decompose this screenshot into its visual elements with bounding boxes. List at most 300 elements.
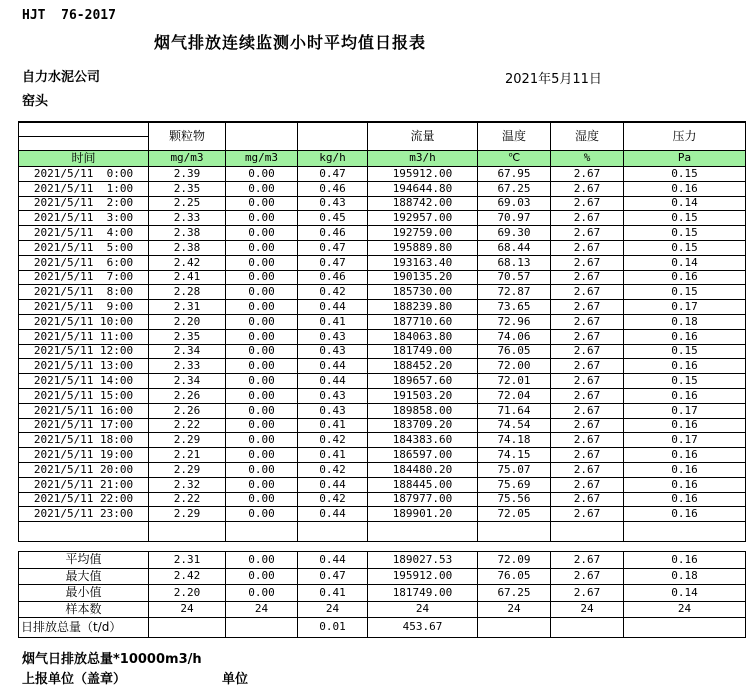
value-cell: 0.00 (226, 374, 298, 389)
value-cell: 2.67 (551, 344, 624, 359)
summary-value-cell (226, 618, 298, 638)
summary-table-body (19, 552, 746, 638)
value-cell: 0.15 (624, 240, 746, 255)
value-cell: 0.16 (624, 507, 746, 522)
time-cell: 2021/5/11 6:00 (19, 255, 149, 270)
table-row (19, 418, 746, 433)
value-cell: 188239.80 (368, 300, 478, 315)
value-cell: 0.00 (226, 388, 298, 403)
time-cell: 2021/5/11 4:00 (19, 226, 149, 241)
unit-mg-m3-b: mg/m3 (226, 151, 298, 167)
value-cell: 72.96 (478, 314, 551, 329)
summary-value-cell: 2.67 (551, 552, 624, 569)
value-cell: 184480.20 (368, 462, 478, 477)
value-cell: 0.16 (624, 477, 746, 492)
group-header-temperature: 温度 (478, 122, 551, 151)
value-cell: 2.39 (149, 167, 226, 182)
value-cell: 70.97 (478, 211, 551, 226)
value-cell: 2.67 (551, 507, 624, 522)
value-cell: 0.00 (226, 344, 298, 359)
value-cell: 2.42 (149, 255, 226, 270)
group-header-time-bottom (19, 137, 149, 151)
value-cell: 0.00 (226, 300, 298, 315)
value-cell: 2.67 (551, 270, 624, 285)
time-cell: 2021/5/11 10:00 (19, 314, 149, 329)
value-cell: 0.00 (226, 448, 298, 463)
value-cell: 0.47 (298, 240, 368, 255)
summary-value-cell: 2.31 (149, 552, 226, 569)
value-cell: 0.00 (226, 226, 298, 241)
empty-cell (551, 522, 624, 542)
summary-label-cell: 样本数 (19, 601, 149, 618)
summary-value-cell: 2.42 (149, 568, 226, 585)
group-header-flow: 流量 (368, 122, 478, 151)
unit-celsius: ℃ (478, 151, 551, 167)
summary-value-cell: 24 (298, 601, 368, 618)
table-row (19, 211, 746, 226)
time-cell: 2021/5/11 8:00 (19, 285, 149, 300)
time-cell: 2021/5/11 1:00 (19, 181, 149, 196)
value-cell: 76.05 (478, 344, 551, 359)
summary-value-cell: 0.18 (624, 568, 746, 585)
value-cell: 0.43 (298, 196, 368, 211)
value-cell: 2.20 (149, 314, 226, 329)
time-cell: 2021/5/11 21:00 (19, 477, 149, 492)
summary-value-cell: 0.00 (226, 585, 298, 602)
summary-label-cell: 日排放总量（t/d） (19, 618, 149, 638)
value-cell: 2.41 (149, 270, 226, 285)
value-cell: 195912.00 (368, 167, 478, 182)
value-cell: 184063.80 (368, 329, 478, 344)
summary-value-cell: 0.00 (226, 568, 298, 585)
table-row (19, 492, 746, 507)
value-cell: 2.67 (551, 477, 624, 492)
value-cell: 2.67 (551, 314, 624, 329)
unit-label: 单位 (222, 672, 249, 687)
value-cell: 68.44 (478, 240, 551, 255)
value-cell: 0.00 (226, 403, 298, 418)
value-cell: 0.16 (624, 448, 746, 463)
value-cell: 2.67 (551, 418, 624, 433)
value-cell: 2.33 (149, 359, 226, 374)
value-cell: 0.16 (624, 388, 746, 403)
time-cell: 2021/5/11 15:00 (19, 388, 149, 403)
value-cell: 186597.00 (368, 448, 478, 463)
value-cell: 192759.00 (368, 226, 478, 241)
summary-value-cell: 189027.53 (368, 552, 478, 569)
summary-value-cell: 2.20 (149, 585, 226, 602)
value-cell: 75.69 (478, 477, 551, 492)
value-cell: 2.21 (149, 448, 226, 463)
value-cell: 0.45 (298, 211, 368, 226)
value-cell: 181749.00 (368, 344, 478, 359)
value-cell: 0.17 (624, 300, 746, 315)
empty-cell (19, 522, 149, 542)
time-cell: 2021/5/11 16:00 (19, 403, 149, 418)
value-cell: 0.18 (624, 314, 746, 329)
value-cell: 0.42 (298, 492, 368, 507)
value-cell: 73.65 (478, 300, 551, 315)
value-cell: 188445.00 (368, 477, 478, 492)
summary-value-cell: 0.47 (298, 568, 368, 585)
value-cell: 67.95 (478, 167, 551, 182)
value-cell: 0.44 (298, 359, 368, 374)
value-cell: 193163.40 (368, 255, 478, 270)
value-cell: 0.16 (624, 270, 746, 285)
unit-kg-h: kg/h (298, 151, 368, 167)
value-cell: 0.44 (298, 300, 368, 315)
value-cell: 0.00 (226, 255, 298, 270)
value-cell: 2.67 (551, 211, 624, 226)
value-cell: 68.13 (478, 255, 551, 270)
value-cell: 0.44 (298, 507, 368, 522)
value-cell: 0.15 (624, 374, 746, 389)
value-cell: 0.00 (226, 462, 298, 477)
summary-value-cell: 76.05 (478, 568, 551, 585)
table-row (19, 181, 746, 196)
value-cell: 191503.20 (368, 388, 478, 403)
summary-value-cell (478, 618, 551, 638)
table-row (19, 448, 746, 463)
value-cell: 0.14 (624, 255, 746, 270)
summary-value-cell: 24 (368, 601, 478, 618)
value-cell: 183709.20 (368, 418, 478, 433)
value-cell: 69.30 (478, 226, 551, 241)
table-row (19, 255, 746, 270)
value-cell: 0.42 (298, 462, 368, 477)
value-cell: 0.44 (298, 374, 368, 389)
value-cell: 188742.00 (368, 196, 478, 211)
summary-value-cell: 0.00 (226, 552, 298, 569)
value-cell: 2.67 (551, 403, 624, 418)
value-cell: 2.29 (149, 507, 226, 522)
table-row (19, 374, 746, 389)
time-cell: 2021/5/11 19:00 (19, 448, 149, 463)
value-cell: 185730.00 (368, 285, 478, 300)
time-cell: 2021/5/11 14:00 (19, 374, 149, 389)
report-table-body (19, 167, 746, 542)
value-cell: 2.38 (149, 240, 226, 255)
table-row (19, 167, 746, 182)
value-cell: 72.01 (478, 374, 551, 389)
value-cell: 0.47 (298, 255, 368, 270)
table-row (19, 196, 746, 211)
time-cell: 2021/5/11 11:00 (19, 329, 149, 344)
time-cell: 2021/5/11 13:00 (19, 359, 149, 374)
summary-label-cell: 最小值 (19, 585, 149, 602)
table-row (19, 433, 746, 448)
unit-m3-h: m3/h (368, 151, 478, 167)
time-cell: 2021/5/11 12:00 (19, 344, 149, 359)
summary-value-cell: 0.16 (624, 552, 746, 569)
table-row (19, 285, 746, 300)
value-cell: 2.35 (149, 329, 226, 344)
value-cell: 2.67 (551, 196, 624, 211)
value-cell: 0.00 (226, 359, 298, 374)
empty-cell (478, 522, 551, 542)
company-name: 自力水泥公司 (22, 70, 101, 85)
value-cell: 2.67 (551, 329, 624, 344)
summary-row (19, 618, 746, 638)
value-cell: 2.38 (149, 226, 226, 241)
value-cell: 2.32 (149, 477, 226, 492)
value-cell: 2.28 (149, 285, 226, 300)
empty-row (19, 522, 746, 542)
value-cell: 187977.00 (368, 492, 478, 507)
value-cell: 75.07 (478, 462, 551, 477)
summary-value-cell: 2.67 (551, 585, 624, 602)
summary-value-cell: 2.67 (551, 568, 624, 585)
summary-value-cell (551, 618, 624, 638)
value-cell: 2.22 (149, 418, 226, 433)
value-cell: 0.16 (624, 329, 746, 344)
summary-row (19, 601, 746, 618)
time-cell: 2021/5/11 0:00 (19, 167, 149, 182)
group-header-humidity: 湿度 (551, 122, 624, 151)
time-cell: 2021/5/11 5:00 (19, 240, 149, 255)
empty-cell (624, 522, 746, 542)
summary-value-cell: 24 (226, 601, 298, 618)
time-cell: 2021/5/11 9:00 (19, 300, 149, 315)
value-cell: 2.35 (149, 181, 226, 196)
value-cell: 0.43 (298, 329, 368, 344)
value-cell: 0.00 (226, 433, 298, 448)
value-cell: 74.06 (478, 329, 551, 344)
monitoring-point: 窑头 (22, 94, 49, 109)
value-cell: 195889.80 (368, 240, 478, 255)
value-cell: 189858.00 (368, 403, 478, 418)
group-header-row (19, 122, 746, 137)
group-header-blank-1 (226, 122, 298, 151)
value-cell: 2.67 (551, 462, 624, 477)
value-cell: 0.17 (624, 433, 746, 448)
value-cell: 75.56 (478, 492, 551, 507)
summary-value-cell: 0.44 (298, 552, 368, 569)
value-cell: 0.15 (624, 344, 746, 359)
value-cell: 72.04 (478, 388, 551, 403)
value-cell: 70.57 (478, 270, 551, 285)
value-cell: 2.67 (551, 240, 624, 255)
value-cell: 72.87 (478, 285, 551, 300)
value-cell: 2.26 (149, 388, 226, 403)
time-cell: 2021/5/11 20:00 (19, 462, 149, 477)
value-cell: 0.41 (298, 418, 368, 433)
value-cell: 189657.60 (368, 374, 478, 389)
value-cell: 194644.80 (368, 181, 478, 196)
summary-value-cell: 24 (478, 601, 551, 618)
value-cell: 2.67 (551, 255, 624, 270)
value-cell: 0.15 (624, 226, 746, 241)
value-cell: 0.00 (226, 240, 298, 255)
summary-value-cell: 72.09 (478, 552, 551, 569)
report-date: 2021年5月11日 (505, 72, 602, 87)
table-row (19, 344, 746, 359)
value-cell: 2.67 (551, 226, 624, 241)
summary-value-cell: 0.41 (298, 585, 368, 602)
value-cell: 0.16 (624, 418, 746, 433)
time-cell: 2021/5/11 22:00 (19, 492, 149, 507)
value-cell: 0.16 (624, 462, 746, 477)
value-cell: 2.67 (551, 448, 624, 463)
value-cell: 2.67 (551, 492, 624, 507)
value-cell: 2.29 (149, 462, 226, 477)
value-cell: 0.00 (226, 196, 298, 211)
group-header-time-top (19, 122, 149, 137)
empty-cell (298, 522, 368, 542)
value-cell: 190135.20 (368, 270, 478, 285)
value-cell: 2.67 (551, 388, 624, 403)
value-cell: 0.15 (624, 167, 746, 182)
table-row (19, 226, 746, 241)
value-cell: 0.16 (624, 492, 746, 507)
value-cell: 192957.00 (368, 211, 478, 226)
summary-value-cell (149, 618, 226, 638)
summary-label-cell: 平均值 (19, 552, 149, 569)
value-cell: 0.43 (298, 344, 368, 359)
value-cell: 0.00 (226, 181, 298, 196)
value-cell: 0.16 (624, 181, 746, 196)
value-cell: 0.14 (624, 196, 746, 211)
time-cell: 2021/5/11 3:00 (19, 211, 149, 226)
table-row (19, 388, 746, 403)
value-cell: 0.17 (624, 403, 746, 418)
page-title: 烟气排放连续监测小时平均值日报表 (153, 33, 426, 52)
value-cell: 0.16 (624, 359, 746, 374)
table-row (19, 507, 746, 522)
unit-pa: Pa (624, 151, 746, 167)
value-cell: 0.43 (298, 403, 368, 418)
value-cell: 2.22 (149, 492, 226, 507)
summary-row (19, 585, 746, 602)
value-cell: 69.03 (478, 196, 551, 211)
value-cell: 0.46 (298, 181, 368, 196)
value-cell: 71.64 (478, 403, 551, 418)
time-cell: 2021/5/11 2:00 (19, 196, 149, 211)
value-cell: 2.29 (149, 433, 226, 448)
summary-value-cell: 0.01 (298, 618, 368, 638)
table-row (19, 300, 746, 315)
value-cell: 0.41 (298, 314, 368, 329)
value-cell: 72.00 (478, 359, 551, 374)
value-cell: 2.34 (149, 374, 226, 389)
summary-value-cell: 0.14 (624, 585, 746, 602)
summary-value-cell: 24 (624, 601, 746, 618)
time-cell: 2021/5/11 7:00 (19, 270, 149, 285)
reporting-unit-stamp-label: 上报单位（盖章） (22, 672, 127, 687)
value-cell: 2.33 (149, 211, 226, 226)
value-cell: 0.00 (226, 314, 298, 329)
value-cell: 184383.60 (368, 433, 478, 448)
table-row (19, 270, 746, 285)
value-cell: 0.43 (298, 388, 368, 403)
group-header-pressure: 压力 (624, 122, 746, 151)
value-cell: 2.26 (149, 403, 226, 418)
value-cell: 0.00 (226, 418, 298, 433)
value-cell: 0.42 (298, 285, 368, 300)
value-cell: 2.67 (551, 285, 624, 300)
value-cell: 0.46 (298, 270, 368, 285)
unit-percent: % (551, 151, 624, 167)
table-row (19, 462, 746, 477)
value-cell: 0.41 (298, 448, 368, 463)
table-row (19, 477, 746, 492)
value-cell: 0.44 (298, 477, 368, 492)
unit-mg-m3-a: mg/m3 (149, 151, 226, 167)
value-cell: 0.00 (226, 167, 298, 182)
value-cell: 2.25 (149, 196, 226, 211)
summary-label-cell: 最大值 (19, 568, 149, 585)
emission-total-note: 烟气日排放总量*10000m3/h (22, 652, 202, 667)
value-cell: 0.00 (226, 211, 298, 226)
summary-table (18, 551, 746, 638)
table-row (19, 359, 746, 374)
doc-code: HJT 76-2017 (22, 8, 116, 23)
empty-cell (226, 522, 298, 542)
time-cell: 2021/5/11 18:00 (19, 433, 149, 448)
value-cell: 0.15 (624, 285, 746, 300)
table-row (19, 403, 746, 418)
summary-row (19, 552, 746, 569)
empty-cell (368, 522, 478, 542)
value-cell: 2.67 (551, 167, 624, 182)
value-cell: 2.67 (551, 300, 624, 315)
value-cell: 0.00 (226, 329, 298, 344)
time-cell: 2021/5/11 23:00 (19, 507, 149, 522)
table-row (19, 240, 746, 255)
value-cell: 2.67 (551, 433, 624, 448)
value-cell: 2.34 (149, 344, 226, 359)
value-cell: 67.25 (478, 181, 551, 196)
summary-value-cell (624, 618, 746, 638)
group-header-particulate: 颗粒物 (149, 122, 226, 151)
value-cell: 72.05 (478, 507, 551, 522)
summary-value-cell: 24 (551, 601, 624, 618)
value-cell: 189901.20 (368, 507, 478, 522)
table-row (19, 314, 746, 329)
summary-row (19, 568, 746, 585)
value-cell: 0.47 (298, 167, 368, 182)
value-cell: 0.00 (226, 492, 298, 507)
report-table (18, 121, 746, 542)
value-cell: 0.42 (298, 433, 368, 448)
value-cell: 188452.20 (368, 359, 478, 374)
value-cell: 2.67 (551, 374, 624, 389)
summary-value-cell: 67.25 (478, 585, 551, 602)
value-cell: 74.15 (478, 448, 551, 463)
summary-value-cell: 195912.00 (368, 568, 478, 585)
value-cell: 0.00 (226, 477, 298, 492)
summary-value-cell: 453.67 (368, 618, 478, 638)
value-cell: 2.31 (149, 300, 226, 315)
time-column-header: 时间 (19, 151, 149, 167)
empty-cell (149, 522, 226, 542)
unit-header-row (19, 151, 746, 167)
group-header-blank-2 (298, 122, 368, 151)
value-cell: 74.18 (478, 433, 551, 448)
value-cell: 0.00 (226, 270, 298, 285)
table-row (19, 329, 746, 344)
value-cell: 0.00 (226, 507, 298, 522)
time-cell: 2021/5/11 17:00 (19, 418, 149, 433)
value-cell: 2.67 (551, 359, 624, 374)
value-cell: 0.00 (226, 285, 298, 300)
summary-value-cell: 24 (149, 601, 226, 618)
value-cell: 74.54 (478, 418, 551, 433)
value-cell: 187710.60 (368, 314, 478, 329)
summary-value-cell: 181749.00 (368, 585, 478, 602)
value-cell: 0.15 (624, 211, 746, 226)
value-cell: 0.46 (298, 226, 368, 241)
